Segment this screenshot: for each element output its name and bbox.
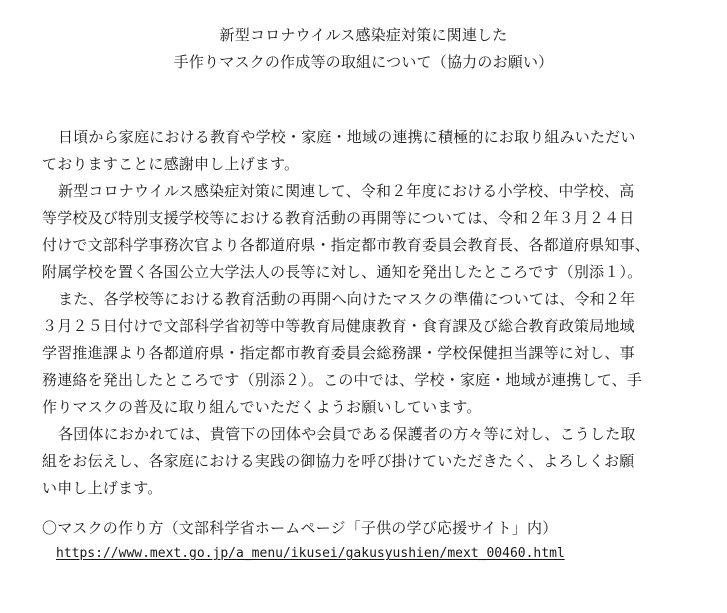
body-line-6: 附属学校を置く各国公立大学法人の長等に対し、通知を発出したところです（別添１）。: [42, 263, 643, 281]
reference-link-line: [56, 545, 565, 563]
body-line-1: 日頃から家庭における教育や学校・家庭・地域の連携に積極的にお取り組みいただい: [58, 128, 636, 146]
body-line-10: 務連絡を発出したところです（別添２）。この中では、学校・家庭・地域が連携して、手: [42, 371, 643, 389]
reference-label: 〇マスクの作り方（文部科学省ホームページ「子供の学び応援サイト」内）: [42, 519, 558, 537]
body-line-2: ておりますことに感謝申し上げます。: [42, 155, 300, 173]
body-line-9: 学習推進課より各都道府県・指定都市教育委員会総務課・学校保健担当課等に対し、事: [42, 344, 635, 362]
body-line-8: ３月２５日付けで文部科学省初等中等教育局健康教育・食育課及び総合教育政策局地域: [42, 317, 635, 335]
title-line-2: 手作りマスクの作成等の取組について（協力のお願い）: [173, 53, 554, 71]
body-line-12: 各団体におかれては、貴管下の団体や会員である保護者の方々等に対し、こうした取: [58, 425, 636, 443]
body-line-4: 等学校及び特別支援学校等における教育活動の再開等については、令和２年３月２４日: [42, 209, 635, 227]
body-line-7: また、各学校等における教育活動の再開へ向けたマスクの準備については、令和２年: [58, 290, 636, 308]
body-line-5: 付けで文部科学事務次官より各都道府県・指定都市教育委員会教育長、各都道府県知事、: [42, 236, 651, 254]
body-line-11: 作りマスクの普及に取り組んでいただくようお願いしています。: [42, 398, 482, 416]
body-line-3: 新型コロナウイルス感染症対策に関連して、令和２年度における小学校、中学校、高: [58, 182, 635, 200]
reference-url-link[interactable]: https://www.mext.go.jp/a_menu/ikusei/gakusyushien/mext_00460.html: [56, 546, 565, 561]
body-line-14: い申し上げます。: [42, 479, 163, 497]
title-line-1: 新型コロナウイルス感染症対策に関連した: [219, 26, 508, 44]
body-line-13: 組をお伝えし、各家庭における実践の御協力を呼び掛けていただきたく、よろしくお願: [42, 452, 635, 470]
